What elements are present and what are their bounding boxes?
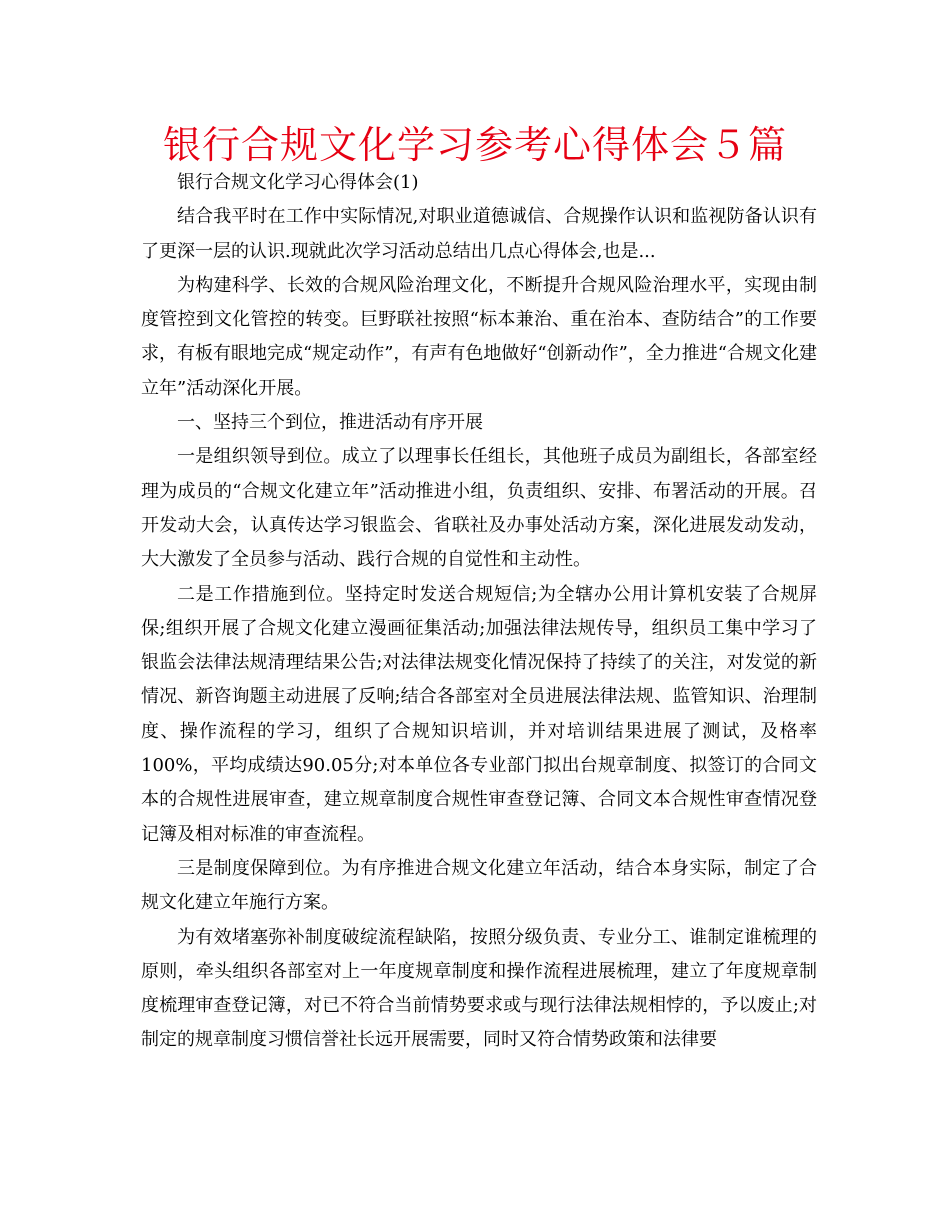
- document-body: [141, 166, 817, 1058]
- paragraph: 为有效堵塞弥补制度破绽流程缺陷，按照分级负责、专业分工、谁制定谁梳理的原则，牵头组织各部室对上一年度规章制度和操作流程进展梳理，建立了年度规章制度梳理审查登记簿，对已不符合当前情势要求或与现行法律法规相悖的，予以废止;对制定的规章制度习惯信誉社长远开展需要，同时又符合情势政策和法律要: [141, 926, 817, 1051]
- paragraph: 二是工作措施到位。坚持定时发送合规短信;为全辖办公用计算机安装了合规屏保;组织开展了合规文化建立漫画征集活动;加强法律法规传导，组织员工集中学习了银监会法律法规清理结果公告;对法律法规变化情况保持了持续了的关注，对发觉的新情况、新咨询题主动进展了反响;结合各部室对全员进展法律法规、监管知识、治理制度、操作流程的学习，组织了合规知识培训，并对培训结果进展了测试，及格率100%，平均成绩达90.05分;对本单位各专业部门拟出台规章制度、拟签订的合同文本的合规性进展审查，建立规章制度合规性审查登记簿、合同文本合规性审查情况登记簿及相对标准的审查流程。: [141, 583, 818, 845]
- paragraph: 为构建科学、长效的合规风险治理文化，不断提升合规风险治理水平，实现由制度管控到文化管控的转变。巨野联社按照“标本兼治、重在治本、查防结合”的工作要求，有板有眼地完成“规定动作”，有声有色地做好“创新动作”，全力推进“合规文化建立年”活动深化开展。: [141, 274, 818, 399]
- section-heading: 一、坚持三个到位，推进活动有序开展: [177, 412, 483, 434]
- paragraph: 结合我平时在工作中实际情况,对职业道德诚信、合规操作认识和监视防备认识有了更深一层的认识.现就此次学习活动总结出几点心得体会,也是...: [141, 206, 817, 262]
- paragraph: 三是制度保障到位。为有序推进合规文化建立年活动，结合本身实际，制定了合规文化建立年施行方案。: [141, 857, 817, 914]
- paragraph-subtitle: 银行合规文化学习心得体会(1): [177, 172, 419, 193]
- document-title: 银行合规文化学习参考心得体会５篇: [162, 123, 787, 167]
- paragraph: 一是组织领导到位。成立了以理事长任组长，其他班子成员为副组长，各部室经理为成员的“合规文化建立年”活动推进小组，负责组织、安排、布署活动的开展。召开发动大会，认真传达学习银监会、省联社及办事处活动方案，深化进展发动发动，大大激发了全员参与活动、践行合规的自觉性和主动性。: [141, 446, 817, 571]
